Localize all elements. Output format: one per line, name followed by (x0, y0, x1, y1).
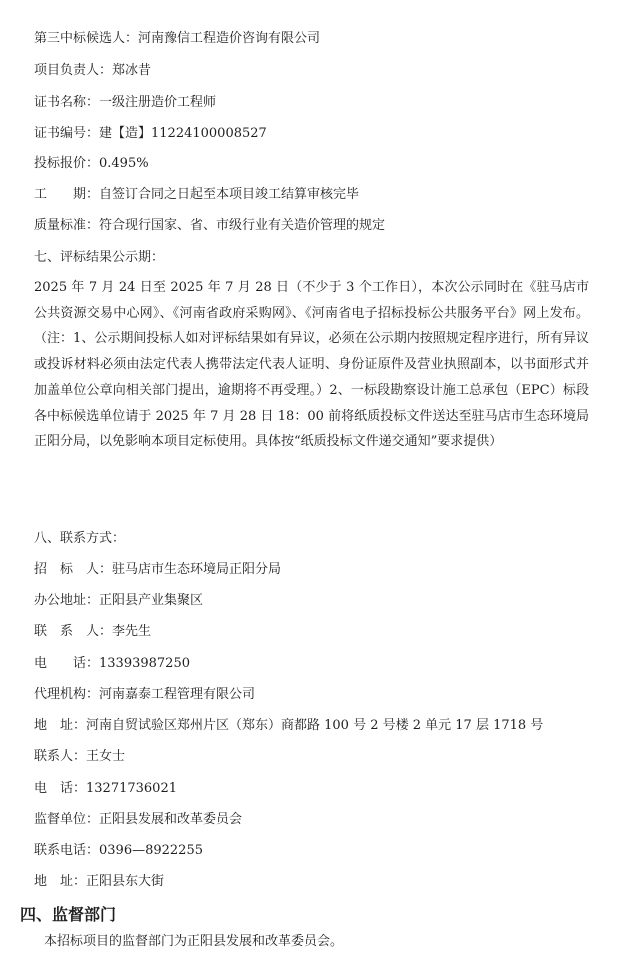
duration-line: 工 期：自签订合同之日起至本项目竣工结算审核完毕 (34, 187, 360, 202)
announcement-paragraph: 2025 年 7 月 24 日至 2025 年 7 月 28 日（不少于 3 个工作日），本次公示同时在《驻马店市公共资源交易中心网》、《河南省政府采购网》、《河南省电子招标投标公共服务平台》网上发布。（注：1、公示期间投标人如对评标结果如有异议，必须在公示期内按照规定程序进行，所有异议或投诉材料必须由法定代表人携带法定代表人证明、身份证原件及营业执照副本，以书面形式并加盖单位公章向相关部门提出，逾期将不再受理。）2、一标段勘察设计施工总承包（EPC）标段各中标候选单位请于 2025 年 7 月 28 日 18：00 前将纸质投标文件送达至驻马店市生态环境局正阳分局，以免影响本项目定标使用。具体按“纸质投标文件递交通知”要求提供） (34, 280, 589, 450)
section-seven-heading: 七、评标结果公示期： (34, 250, 165, 265)
tenderer-line: 招 标 人：驻马店市生态环境局正阳分局 (34, 562, 282, 577)
agency-contact-line: 联系人：王女士 (34, 749, 126, 764)
section-eight-heading: 八、联系方式： (34, 531, 126, 546)
agency-phone-line: 电 话：13271736021 (34, 781, 177, 796)
supervisor-phone-line: 联系电话：0396—8922255 (34, 843, 203, 858)
section-four-heading: 四、监督部门 (20, 905, 117, 924)
supervisor-line: 监督单位：正阳县发展和改革委员会 (34, 812, 243, 827)
supervisor-address-line: 地 址：正阳县东大街 (34, 874, 165, 889)
certificate-number-line: 证书编号：建【造】11224100008527 (34, 126, 267, 141)
office-address-line: 办公地址：正阳县产业集聚区 (34, 593, 204, 608)
quality-standard-line: 质量标准：符合现行国家、省、市级行业有关造价管理的规定 (34, 218, 386, 233)
third-candidate-line: 第三中标候选人：河南豫信工程造价咨询有限公司 (34, 31, 321, 46)
agency-line: 代理机构：河南嘉泰工程管理有限公司 (34, 687, 256, 702)
project-leader-line: 项目负责人：郑冰昔 (34, 63, 152, 78)
section-four-body: 本招标项目的监督部门为正阳县发展和改革委员会。 (44, 934, 344, 949)
bid-price-line: 投标报价：0.495% (34, 156, 149, 171)
agency-address-line: 地 址：河南自贸试验区郑州片区（郑东）商都路 100 号 2 号楼 2 单元 17 层 1718 号 (34, 718, 544, 733)
certificate-name-line: 证书名称：一级注册造价工程师 (34, 95, 217, 110)
phone-line: 电 话：13393987250 (34, 656, 190, 671)
contact-person-line: 联 系 人：李先生 (34, 624, 152, 639)
